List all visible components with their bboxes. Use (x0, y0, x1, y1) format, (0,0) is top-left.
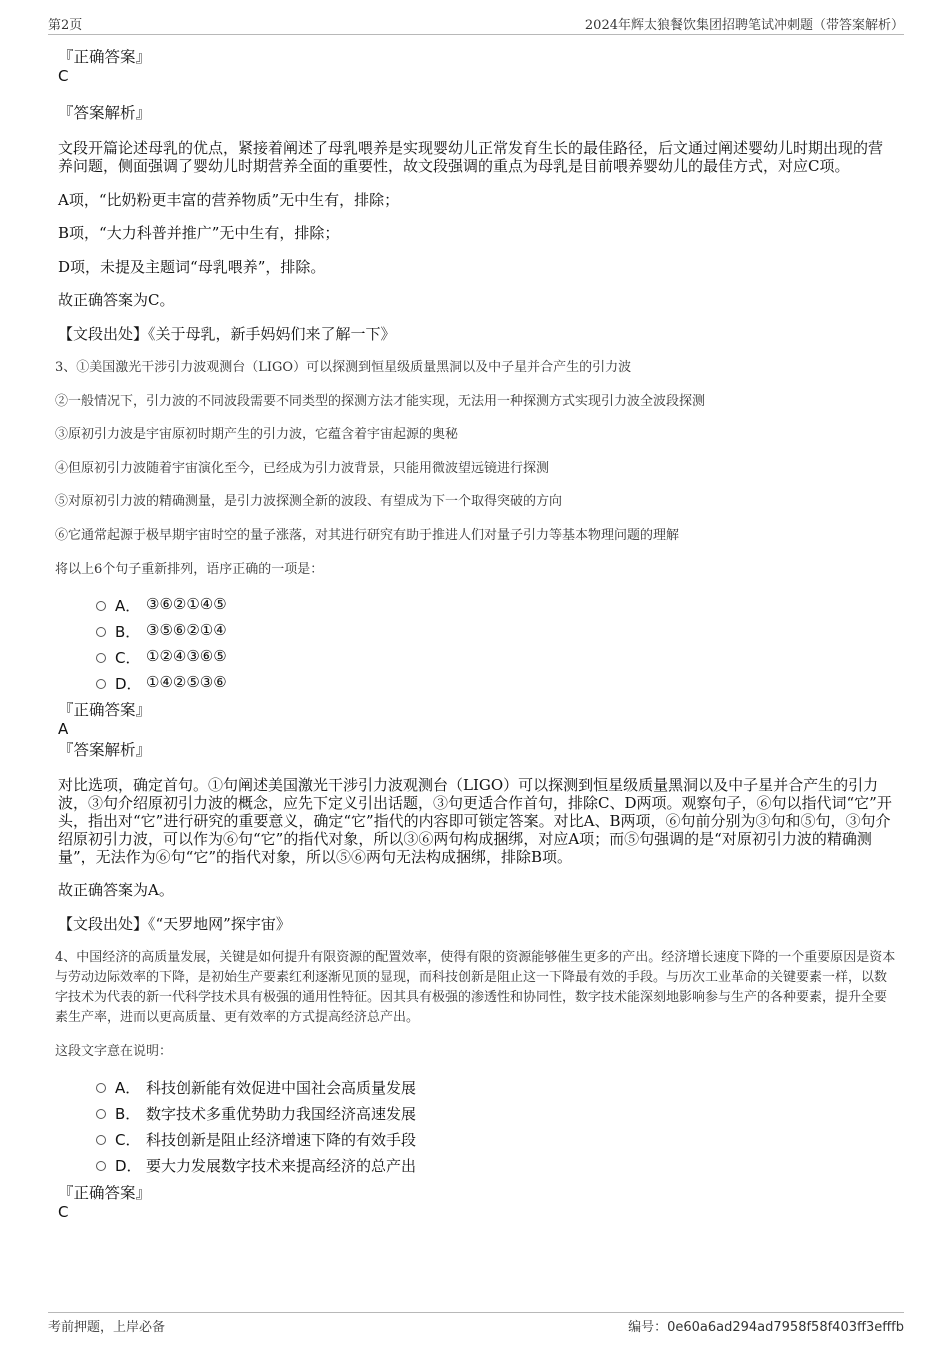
q3-analysis-heading: 『答案解析』 (58, 741, 152, 759)
page-header (48, 14, 904, 35)
analysis-note-d: D项，未提及主题词“母乳喂养”，排除。 (58, 258, 326, 276)
radio-button[interactable] (96, 627, 106, 637)
q3-sentence-4: ④但原初引力波随着宇宙演化至今，已经成为引力波背景，只能用微波望远镜进行探测 (55, 461, 550, 476)
analysis-note-a: A项，“比奶粉更丰富的营养物质”无中生有，排除； (58, 191, 400, 209)
q3-conclusion: 故正确答案为A。 (58, 881, 174, 899)
option-text: 科技创新是阻止经济增速下降的有效手段 (146, 1131, 417, 1149)
radio-button[interactable] (96, 679, 106, 689)
q3-sentence-1: 3、①美国激光干涉引力波观测台（LIGO）可以探测到恒星级质量黑洞以及中子星并合产生的引力波 (55, 360, 632, 375)
q3-sentence-6: ⑥它通常起源于极早期宇宙时空的量子涨落，对其进行研究有助于推进人们对量子引力等基本物理问题的理解 (55, 528, 680, 543)
page-footer (48, 1312, 904, 1335)
option-text: 科技创新能有效促进中国社会高质量发展 (146, 1079, 417, 1097)
radio-button[interactable] (96, 1135, 106, 1145)
document-title: 2024年辉太狼餐饮集团招聘笔试冲刺题（带答案解析） (584, 18, 904, 33)
option-letter: A． (115, 1079, 141, 1097)
page-number: 第2页 (48, 18, 83, 33)
q4-answer-value: C (58, 1203, 69, 1221)
q3-source-note: 【文段出处】《“天罗地网”探宇宙》 (58, 915, 291, 933)
radio-button[interactable] (96, 601, 106, 611)
source-note: 【文段出处】《关于母乳，新手妈妈们来了解一下》 (58, 325, 396, 343)
answer-heading: 『正确答案』 (58, 48, 152, 66)
serial-code: 0e60a6ad294ad7958f58f403ff3efffb (667, 1320, 904, 1335)
option-letter: D． (115, 1157, 142, 1175)
analysis-note-b: B项，“大力科普并推广”无中生有，排除； (58, 224, 340, 242)
q3-sentence-5: ⑤对原初引力波的精确测量，是引力波探测全新的波段、有望成为下一个取得突破的方向 (55, 494, 563, 509)
radio-button[interactable] (96, 1083, 106, 1093)
option-text: ①②④③⑥⑤ (146, 647, 227, 665)
footer-serial (628, 1316, 904, 1335)
q4-passage: 4、中国经济的高质量发展，关键是如何提升有限资源的配置效率，使得有限的资源能够催生更多的产出。经济增长速度下降的一个重要原因是资本与劳动边际效率的下降，是初始生产要素红利逐渐见顶的显现，而科技创新是阻止这一下降最有效的手段。与历次工业革命的关键要素一样，以数字技术为代表的新一代科学技术具有极强的通用性特征。因其具有极强的渗透性和协同性，数字技术能深刻地影响参与生产的各种要素，提升全要素生产率，进而以更高质量、更有效率的方式提高经济总产出。 (55, 950, 896, 1025)
q3-prompt: 将以上6个句子重新排列，语序正确的一项是： (55, 562, 324, 577)
option-letter: D． (115, 675, 142, 693)
q4-answer-heading: 『正确答案』 (58, 1184, 152, 1202)
radio-button[interactable] (96, 1161, 106, 1171)
answer-value: C (58, 67, 69, 85)
footer-slogan: 考前押题，上岸必备 (48, 1320, 166, 1335)
option-letter: B． (115, 1105, 141, 1123)
option-letter: B． (115, 623, 141, 641)
q3-answer-heading: 『正确答案』 (58, 701, 152, 719)
q3-sentence-3: ③原初引力波是宇宙原初时期产生的引力波，它蕴含着宇宙起源的奥秘 (55, 427, 459, 442)
q3-sentence-2: ②一般情况下，引力波的不同波段需要不同类型的探测方法才能实现，无法用一种探测方式实现引力波全波段探测 (55, 394, 706, 409)
option-text: ①④②⑤③⑥ (146, 673, 227, 691)
option-text: 数字技术多重优势助力我国经济高速发展 (146, 1105, 417, 1123)
option-text: 要大力发展数字技术来提高经济的总产出 (146, 1157, 417, 1175)
analysis-heading: 『答案解析』 (58, 104, 152, 122)
option-text: ③⑤⑥②①④ (146, 621, 227, 639)
q4-prompt: 这段文字意在说明： (55, 1044, 173, 1059)
q3-answer-value: A (58, 720, 69, 738)
radio-button[interactable] (96, 653, 106, 663)
option-letter: C． (115, 649, 141, 667)
q3-analysis-text: 对比选项，确定首句。①句阐述美国激光干涉引力波观测台（LIGO）可以探测到恒星级质量黑洞以及中子星并合产生的引力波，③句介绍原初引力波的概念，应先下定义引出话题，③句更适合作首句，排除C、D两项。观察句子，⑥句以指代词“它”开头，指出对“它”进行研究的重要意义，确定“它”指代的内容即可锁定答案。对比A、B两项，⑥句前分别为③句和⑤句，③句介绍原初引力波，可以作为⑥句“它”的指代对象，所以③⑥两句构成捆绑，对应A项；而⑤句强调的是“对原初引力波的精确测量”，无法作为⑥句“它”的指代对象，所以⑤⑥两句无法构成捆绑，排除B项。 (58, 776, 892, 866)
option-letter: C． (115, 1131, 141, 1149)
serial-label: 编号： (628, 1320, 668, 1335)
option-text: ③⑥②①④⑤ (146, 595, 227, 613)
analysis-conclusion: 故正确答案为C。 (58, 291, 175, 309)
radio-button[interactable] (96, 1109, 106, 1119)
analysis-text: 文段开篇论述母乳的优点，紧接着阐述了母乳喂养是实现婴幼儿正常发育生长的最佳路径，后文通过阐述婴幼儿时期出现的营养问题，侧面强调了婴幼儿时期营养全面的重要性，故文段强调的重点为母乳是目前喂养婴幼儿的最佳方式，对应C项。 (58, 139, 884, 175)
option-letter: A． (115, 597, 141, 615)
